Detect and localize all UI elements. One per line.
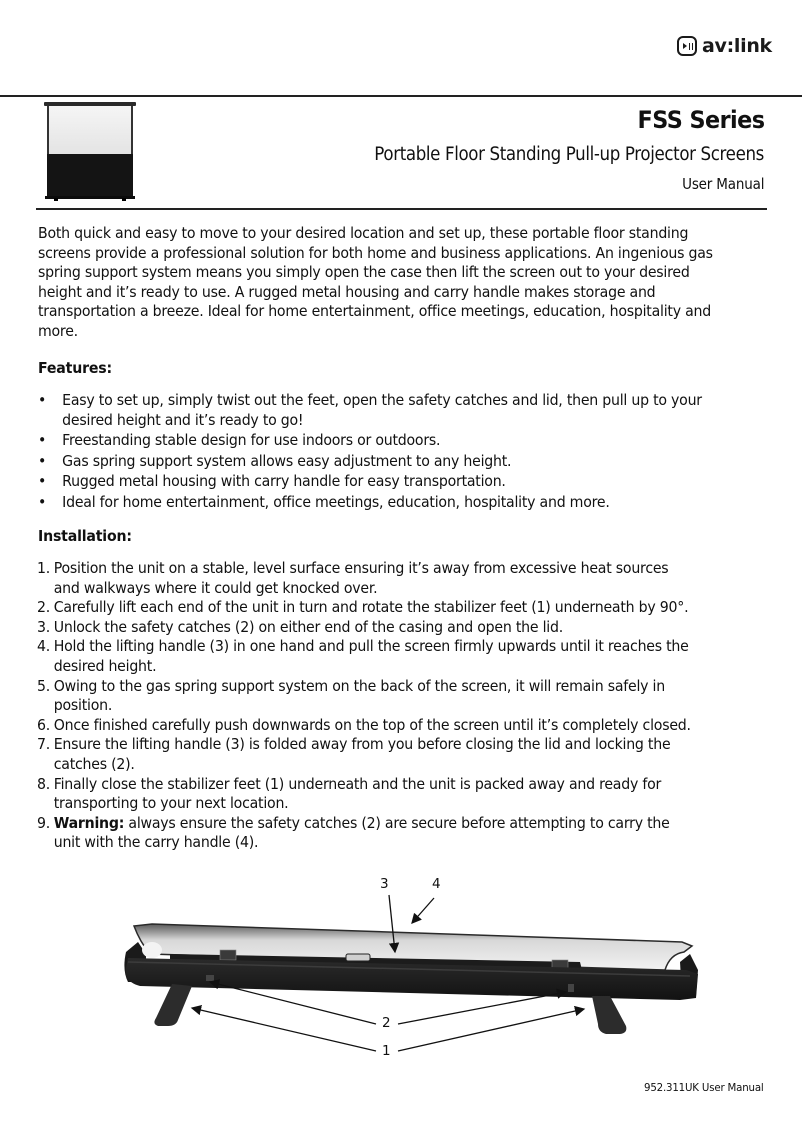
step-item: 2. Carefully lift each end of the unit in turn and rotate the stabilizer feet (1) underneath by 90°.: [37, 598, 689, 617]
feature-item: • Freestanding stable design for use indoors or outdoors.: [38, 431, 441, 450]
projector-screen-image: [44, 102, 136, 202]
bullet-icon: •: [38, 451, 47, 470]
callout-carry-handle: 4: [432, 876, 441, 892]
step-item-warning: 9. Warning: always ensure the safety catches (2) are secure before attempting to carry the unit with the carry handle (4).: [37, 813, 670, 852]
header-divider-bottom: [36, 208, 767, 210]
screen-case-diagram: [110, 870, 710, 1070]
feature-item: • Gas spring support system allows easy adjustment to any height.: [38, 451, 512, 470]
callout-feet: 1: [382, 1043, 391, 1059]
page-subtitle: Portable Floor Standing Pull-up Projector Screens: [374, 144, 764, 165]
brand-logo: [677, 36, 772, 56]
callout-safety-catches: 2: [382, 1015, 391, 1031]
feature-item: • Easy to set up, simply twist out the feet, open the safety catches and lid, then pull up to your desired height and it’s ready to go!: [38, 391, 702, 429]
bullet-icon: •: [38, 492, 47, 511]
warning-label: Warning:: [53, 813, 125, 832]
intro-line: spring support system means you simply open the case then lift the screen out to your desired: [38, 263, 690, 282]
features-list: [38, 391, 768, 514]
intro-line: more.: [38, 321, 78, 340]
step-item: 8. Finally close the stabilizer feet (1) underneath and the unit is packed away and ready for transporting to your next location.: [37, 774, 662, 813]
bullet-icon: •: [38, 391, 47, 409]
step-item: 3. Unlock the safety catches (2) on either end of the casing and open the lid.: [37, 617, 563, 636]
feature-item: • Ideal for home entertainment, office meetings, education, hospitality and more.: [38, 492, 610, 511]
bullet-icon: •: [38, 431, 47, 450]
step-item: 5. Owing to the gas spring support system on the back of the screen, it will remain safely in position.: [37, 676, 665, 715]
bullet-icon: •: [38, 472, 47, 491]
page-title: FSS Series: [637, 106, 764, 134]
intro-line: Both quick and easy to move to your desired location and set up, these portable floor standing: [38, 224, 689, 242]
header-divider-top: [0, 95, 802, 97]
intro-line: height and it’s ready to use. A rugged metal housing and carry handle makes storage and: [38, 282, 656, 301]
intro-paragraph: [38, 224, 768, 342]
installation-heading: Installation:: [38, 527, 132, 545]
installation-steps: [37, 559, 767, 853]
brand-name: av:link: [702, 34, 772, 57]
step-item: 1. Position the unit on a stable, level surface ensuring it’s away from excessive heat sources and walkways where it could get knocked over.: [37, 559, 669, 597]
feature-item: • Rugged metal housing with carry handle for easy transportation.: [38, 472, 506, 491]
document-type: User Manual: [681, 175, 764, 193]
callout-lifting-handle: 3: [380, 876, 389, 892]
step-item: 4. Hold the lifting handle (3) in one hand and pull the screen firmly upwards until it reaches the desired height.: [37, 637, 689, 675]
play-pause-icon: [677, 36, 697, 56]
footer-doc-id: 952.311UK User Manual: [644, 1081, 764, 1094]
features-heading: Features:: [38, 359, 112, 377]
step-item: 7. Ensure the lifting handle (3) is folded away from you before closing the lid and locking the catches (2).: [37, 735, 671, 773]
intro-line: transportation a breeze. Ideal for home entertainment, office meetings, education, hospitality and: [38, 302, 711, 321]
intro-line: screens provide a professional solution for both home and business applications. An ingenious gas: [38, 243, 713, 262]
step-item: 6. Once finished carefully push downwards on the top of the screen until it’s completely closed.: [37, 715, 691, 734]
